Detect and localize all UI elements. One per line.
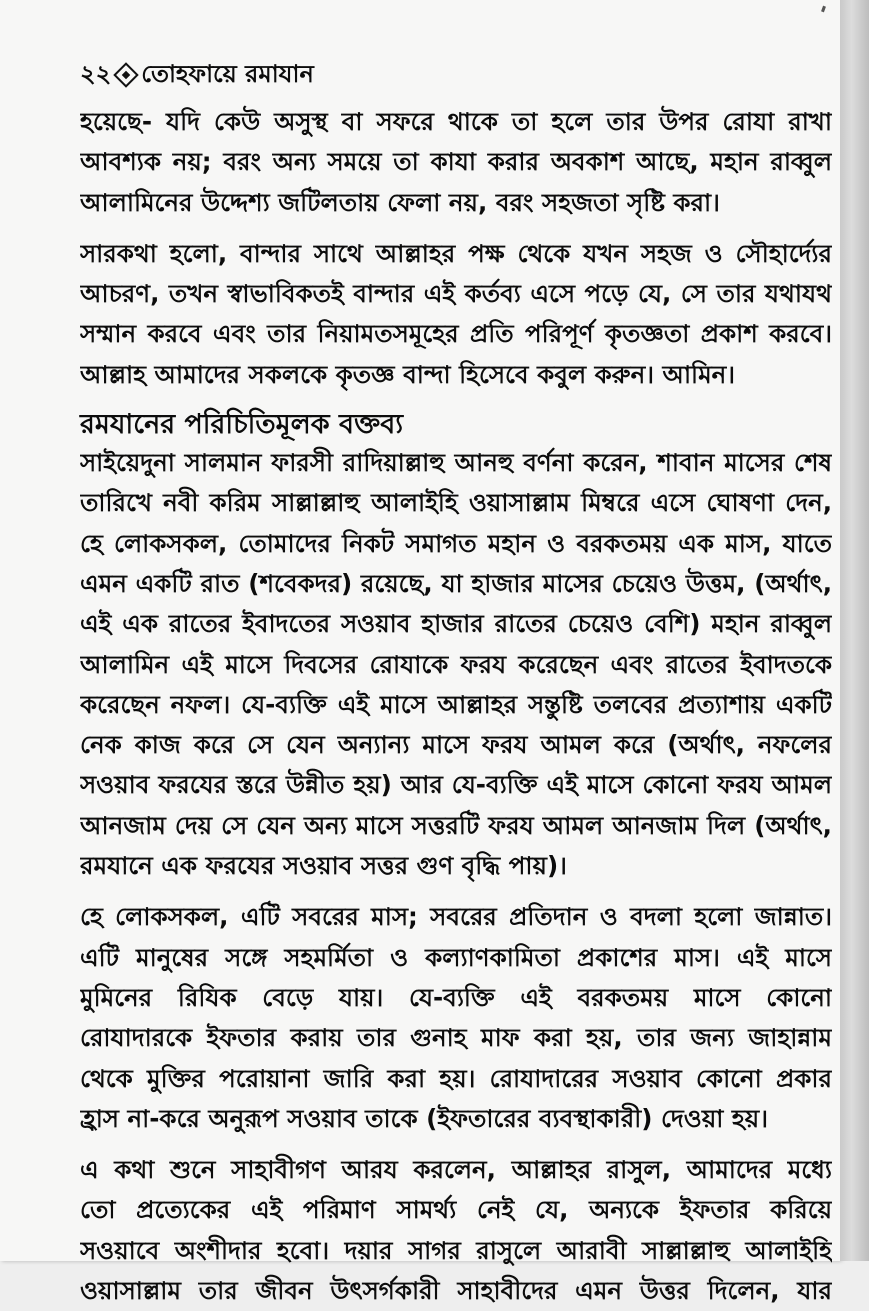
text-line: আলামিন এই মাসে দিবসের রোযাকে ফরয করেছেন এবং রাতের ইবাদতকে <box>80 649 832 679</box>
text-line: তারিখে নবী করিম সাল্লাল্লাহু আলাইহি ওয়াসাল্লাম মিম্বরে এসে ঘোষণা দেন, <box>80 488 832 518</box>
paragraph <box>80 102 832 223</box>
text-line: রমযানে এক ফরযের সওয়াব সত্তর গুণ বৃদ্ধি পায়)। <box>80 851 567 881</box>
text-line: আবশ্যক নয়; বরং অন্য সময়ে তা কাযা করার অবকাশ আছে, মহান রাব্বুল <box>80 147 832 177</box>
text-line: সাইয়েদুনা সালমান ফারসী রাদিয়াল্লাহু আনহু বর্ণনা করেন, শাবান মাসের শেষ <box>80 448 832 478</box>
text-line: হে লোকসকল, এটি সবরের মাস; সবরের প্রতিদান ও বদলা হলো জান্নাত। <box>80 902 832 932</box>
text-line: রোযাদারকে ইফতার করায় তার গুনাহ মাফ করা হয়, তার জন্য জাহান্নাম <box>80 1023 832 1053</box>
text-line: সওয়াব ফরযের স্তরে উন্নীত হয়) আর যে-ব্যক্তি এই মাসে কোনো ফরয আমল <box>80 770 832 800</box>
text-line: হয়েছে- যদি কেউ অসুস্থ বা সফরে থাকে তা হলে তার উপর রোযা রাখা <box>80 107 832 136</box>
text-line: হে লোকসকল, তোমাদের নিকট সমাগত মহান ও বরকতময় এক মাস, যাতে <box>80 528 832 558</box>
paragraph <box>80 443 832 886</box>
text-line: এটি মানুষের সঙ্গে সহমর্মিতা ও কল্যাণকামিতা প্রকাশের মাস। এই মাসে <box>80 942 832 972</box>
text-line: সম্মান করবে এবং তার নিয়ামতসমূহের প্রতি পরিপূর্ণ কৃতজ্ঞতা প্রকাশ করবে। <box>80 319 832 349</box>
paragraph <box>80 897 832 1139</box>
page-body <box>80 102 832 1311</box>
text-line: এই এক রাতের ইবাদতের সওয়াব হাজার রাতের চেয়েও বেশি) মহান রাব্বুল <box>80 609 832 639</box>
text-line: আচরণ, তখন স্বাভাবিকতই বান্দার এই কর্তব্য এসে পড়ে যে, সে তার যথাযথ <box>80 279 832 309</box>
page-number: ২২ <box>80 60 112 88</box>
text-line: সওয়াবে অংশীদার হবো। দয়ার সাগর রাসুলে আরাবী সাল্লাল্লাহু আলাইহি <box>80 1235 832 1265</box>
text-line: সারকথা হলো, বান্দার সাথে আল্লাহর পক্ষ থেকে যখন সহজ ও সৌহার্দ্যের <box>80 238 832 268</box>
text-line: এমন একটি রাত (শবেকদর) রয়েছে, যা হাজার মাসের চেয়েও উত্তম, (অর্থাৎ, <box>80 568 832 598</box>
text-line: এ কথা শুনে সাহাবীগণ আরয করলেন, আল্লাহর রাসুল, আমাদের মধ্যে <box>80 1155 832 1185</box>
text-line: ওয়াসাল্লাম তার জীবন উৎসর্গকারী সাহাবীদের এমন উত্তর দিলেন, যার <box>80 1276 832 1306</box>
text-line: হ্রাস না-করে অনুরূপ সওয়াব তাকে (ইফতারের ব্যবস্থাকারী) দেওয়া হয়। <box>80 1103 768 1133</box>
page-header <box>80 56 314 96</box>
text-line: আল্লাহ আমাদের সকলকে কৃতজ্ঞ বান্দা হিসেবে কবুল করুন। আমিন। <box>80 359 736 389</box>
paragraph <box>80 234 832 395</box>
paragraph <box>80 1150 832 1311</box>
text-line: মুমিনের রিযিক বেড়ে যায়। যে-ব্যক্তি এই বরকতময় মাসে কোনো <box>80 982 832 1012</box>
scan-speck <box>821 6 826 13</box>
text-line: করেছেন নফল। যে-ব্যক্তি এই মাসে আল্লাহর সন্তুষ্টি তলবের প্রত্যাশায় একটি <box>80 689 832 719</box>
book-title: তোহফায়ে রমাযান <box>141 60 314 88</box>
text-line: নেক কাজ করে সে যেন অন্যান্য মাসে ফরয আমল করে (অর্থাৎ, নফলের <box>80 730 832 760</box>
text-line: থেকে মুক্তির পরোয়ানা জারি করা হয়। রোযাদারের সওয়াব কোনো প্রকার <box>80 1063 832 1093</box>
book-gutter <box>840 0 869 1261</box>
diamond-ornament-icon <box>113 62 138 87</box>
text-line: তো প্রত্যেকের এই পরিমাণ সামর্থ্য নেই যে, অন্যকে ইফতার করিয়ে <box>80 1195 832 1225</box>
text-line: আনজাম দেয় সে যেন অন্য মাসে সত্তরটি ফরয আমল আনজাম দিল (অর্থাৎ, <box>80 810 832 840</box>
section-heading: রমযানের পরিচিতিমূলক বক্তব্য <box>80 409 404 441</box>
text-line: আলামিনের উদ্দেশ্য জটিলতায় ফেলা নয়, বরং সহজতা সৃষ্টি করা। <box>80 187 720 217</box>
